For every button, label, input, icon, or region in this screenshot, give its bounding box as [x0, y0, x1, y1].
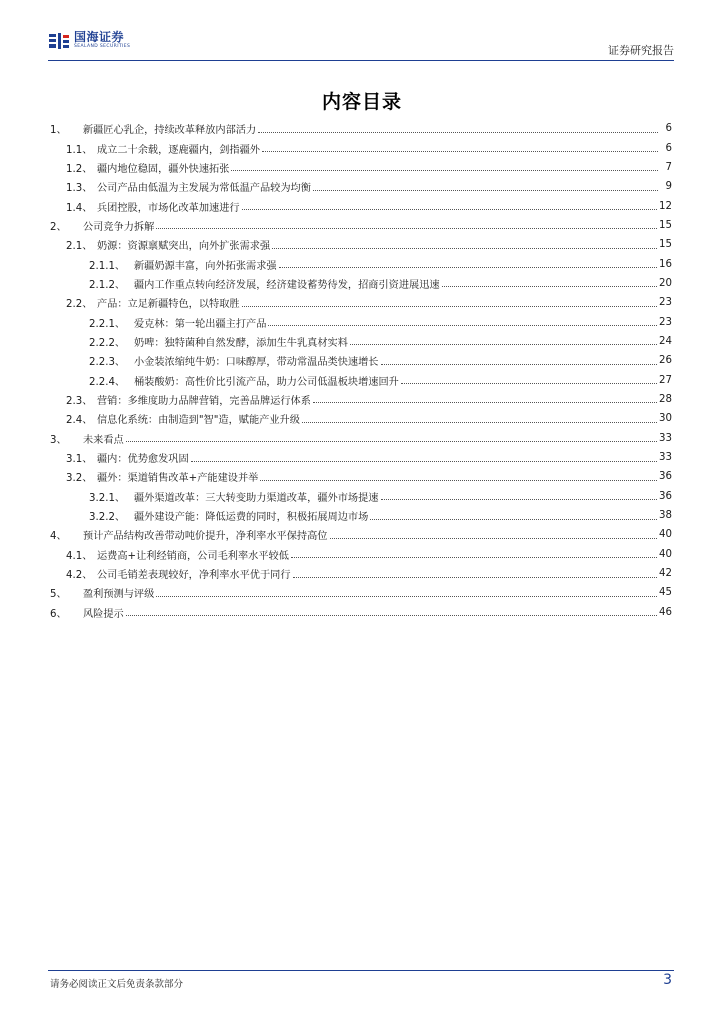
- toc-leader-dots: [156, 219, 657, 229]
- toc-entry[interactable]: [50, 487, 672, 506]
- sealand-logo: [48, 31, 130, 50]
- toc-entry-number: 3、: [50, 434, 67, 446]
- toc-entry[interactable]: [50, 429, 672, 448]
- toc-entry-page: 36: [659, 471, 672, 483]
- toc-leader-dots: [442, 277, 657, 287]
- toc-entry-title: 桶装酸奶：高性价比引流产品，助力公司低温板块增速回升: [134, 376, 399, 388]
- toc-entry[interactable]: [50, 312, 672, 331]
- toc-entry-number: 6、: [50, 608, 67, 620]
- toc-entry-title: 未来看点: [83, 434, 124, 446]
- toc-entry[interactable]: [50, 351, 672, 370]
- table-of-contents: [50, 119, 672, 622]
- toc-entry-number: 2.2.3、: [89, 357, 126, 369]
- toc-entry[interactable]: [50, 216, 672, 235]
- toc-entry-title: 信息化系统：由制造到"智"造，赋能产业升级: [97, 415, 300, 427]
- toc-entry-page: 28: [659, 393, 672, 405]
- toc-leader-dots: [126, 606, 657, 616]
- toc-entry[interactable]: [50, 177, 672, 196]
- toc-entry-page: 23: [659, 316, 672, 328]
- toc-entry-page: 12: [659, 200, 672, 212]
- toc-entry-page: 15: [659, 219, 672, 231]
- toc-entry-page: 33: [659, 432, 672, 444]
- toc-entry[interactable]: [50, 409, 672, 428]
- toc-entry-page: 42: [659, 568, 672, 580]
- page-header: [48, 28, 676, 62]
- toc-leader-dots: [258, 123, 658, 133]
- toc-entry[interactable]: [50, 525, 672, 544]
- toc-leader-dots: [260, 471, 657, 481]
- toc-leader-dots: [302, 413, 657, 423]
- toc-leader-dots: [272, 239, 657, 249]
- toc-entry-number: 2.1、: [66, 241, 93, 253]
- sealand-logo-icon: [48, 32, 70, 50]
- toc-entry-page: 46: [659, 606, 672, 618]
- toc-entry[interactable]: [50, 448, 672, 467]
- toc-entry-page: 36: [659, 490, 672, 502]
- toc-entry[interactable]: [50, 293, 672, 312]
- toc-entry-title: 疆外渠道改革：三大转变助力渠道改革，疆外市场提速: [134, 492, 379, 504]
- toc-leader-dots: [401, 374, 657, 384]
- toc-leader-dots: [191, 452, 657, 462]
- toc-entry[interactable]: [50, 390, 672, 409]
- toc-entry-page: 20: [659, 277, 672, 289]
- toc-entry-number: 2.1.2、: [89, 279, 126, 291]
- toc-leader-dots: [313, 393, 657, 403]
- toc-entry-title: 奶啤：独特菌种自然发酵，添加生牛乳真材实料: [134, 337, 348, 349]
- logo-english-name: SEALAND SECURITIES: [74, 44, 131, 49]
- toc-entry-page: 9: [665, 181, 672, 193]
- toc-entry-number: 3.2.2、: [89, 512, 126, 524]
- toc-leader-dots: [279, 258, 657, 268]
- toc-entry-title: 营销：多维度助力品牌营销，完善品牌运行体系: [97, 395, 311, 407]
- toc-entry[interactable]: [50, 583, 672, 602]
- toc-entry[interactable]: [50, 370, 672, 389]
- toc-entry-title: 盈利预测与评级: [83, 589, 155, 601]
- toc-entry-page: 23: [659, 297, 672, 309]
- toc-entry-title: 运费高+让利经销商，公司毛利率水平较低: [97, 550, 289, 562]
- toc-entry-number: 2.2.2、: [89, 337, 126, 349]
- toc-entry-title: 疆内地位稳固，疆外快速拓张: [97, 163, 230, 175]
- toc-entry-number: 3.2.1、: [89, 492, 126, 504]
- toc-title: 内容目录: [321, 91, 402, 113]
- toc-entry-page: 27: [659, 374, 672, 386]
- toc-entry-page: 30: [659, 413, 672, 425]
- toc-leader-dots: [370, 510, 657, 520]
- toc-entry-page: 40: [659, 548, 672, 560]
- toc-entry-number: 4.2、: [66, 570, 93, 582]
- toc-entry[interactable]: [50, 332, 672, 351]
- toc-entry-title: 奶源：资源禀赋突出，向外扩张需求强: [97, 241, 271, 253]
- toc-leader-dots: [381, 355, 658, 365]
- toc-entry-number: 2、: [50, 221, 67, 233]
- toc-entry[interactable]: [50, 254, 672, 273]
- toc-entry-page: 40: [659, 529, 672, 541]
- toc-leader-dots: [293, 568, 657, 578]
- toc-entry-number: 2.2.4、: [89, 376, 126, 388]
- toc-leader-dots: [156, 587, 657, 597]
- logo-chinese-name: 国海证券: [74, 30, 125, 44]
- toc-entry-number: 4、: [50, 531, 67, 543]
- toc-entry-title: 产品：立足新疆特色，以特取胜: [97, 299, 240, 311]
- toc-entry-page: 24: [659, 335, 672, 347]
- toc-entry-number: 2.3、: [66, 395, 93, 407]
- toc-entry-title: 爱克林：第一轮出疆主打产品: [134, 318, 267, 330]
- toc-entry-title: 风险提示: [83, 608, 124, 620]
- toc-entry-number: 2.2.1、: [89, 318, 126, 330]
- toc-entry-title: 疆内工作重点转向经济发展，经济建设蓄势待发，招商引资进展迅速: [134, 279, 440, 291]
- toc-entry-page: 7: [665, 161, 672, 173]
- toc-entry[interactable]: [50, 196, 672, 215]
- toc-entry-number: 3.2、: [66, 473, 93, 485]
- toc-leader-dots: [350, 335, 657, 345]
- toc-leader-dots: [313, 181, 658, 191]
- toc-entry[interactable]: [50, 119, 672, 138]
- toc-leader-dots: [126, 432, 657, 442]
- document-type-label: 证券研究报告: [608, 44, 674, 57]
- toc-entry-title: 疆外：渠道销售改革+产能建设并举: [97, 473, 259, 485]
- toc-entry-title: 公司竞争力拆解: [83, 221, 155, 233]
- toc-leader-dots: [242, 297, 657, 307]
- header-divider: [48, 60, 674, 61]
- toc-entry-number: 3.1、: [66, 454, 93, 466]
- toc-leader-dots: [268, 316, 657, 326]
- toc-entry-title: 成立二十余载，逐鹿疆内，剑指疆外: [97, 144, 260, 156]
- toc-entry[interactable]: [50, 564, 672, 583]
- toc-entry-title: 新疆匠心乳企，持续改革释放内部活力: [83, 125, 257, 137]
- toc-entry-title: 疆外建设产能：降低运费的同时，积极拓展周边市场: [134, 512, 369, 524]
- toc-entry-page: 45: [659, 587, 672, 599]
- toc-entry-page: 6: [665, 123, 672, 135]
- toc-leader-dots: [330, 529, 658, 539]
- page-number: 3: [663, 972, 672, 988]
- toc-leader-dots: [381, 490, 658, 500]
- toc-entry-title: 疆内：优势愈发巩固: [97, 454, 189, 466]
- toc-entry-number: 1.3、: [66, 183, 93, 195]
- toc-entry-title: 兵团控股，市场化改革加速进行: [97, 202, 240, 214]
- toc-leader-dots: [262, 142, 658, 152]
- toc-entry-number: 1.1、: [66, 144, 93, 156]
- footer-divider: [48, 970, 674, 971]
- toc-entry[interactable]: [50, 158, 672, 177]
- toc-entry[interactable]: [50, 603, 672, 622]
- toc-entry-number: 5、: [50, 589, 67, 601]
- toc-entry[interactable]: [50, 235, 672, 254]
- toc-entry-title: 新疆奶源丰富，向外拓张需求强: [134, 260, 277, 272]
- toc-entry-page: 6: [665, 142, 672, 154]
- toc-entry-page: 38: [659, 510, 672, 522]
- toc-entry-page: 26: [659, 355, 672, 367]
- toc-entry-number: 2.2、: [66, 299, 93, 311]
- toc-entry-number: 2.1.1、: [89, 260, 126, 272]
- toc-entry-title: 小金装浓缩纯牛奶：口味醇厚，带动常温品类快速增长: [134, 357, 379, 369]
- toc-entry-page: 16: [659, 258, 672, 270]
- toc-entry[interactable]: [50, 545, 672, 564]
- toc-entry[interactable]: [50, 138, 672, 157]
- toc-leader-dots: [291, 548, 657, 558]
- toc-entry[interactable]: [50, 506, 672, 525]
- toc-leader-dots: [231, 161, 658, 171]
- toc-entry-page: 33: [659, 452, 672, 464]
- toc-entry-number: 2.4、: [66, 415, 93, 427]
- toc-entry[interactable]: [50, 274, 672, 293]
- toc-entry-number: 1、: [50, 125, 67, 137]
- toc-entry-number: 1.4、: [66, 202, 93, 214]
- disclaimer-note: 请务必阅读正文后免责条款部分: [50, 979, 184, 990]
- toc-entry-number: 1.2、: [66, 163, 93, 175]
- toc-entry-title: 预计产品结构改善带动吨价提升，净利率水平保持高位: [83, 531, 328, 543]
- toc-entry-title: 公司毛销差表现较好，净利率水平优于同行: [97, 570, 291, 582]
- toc-entry[interactable]: [50, 467, 672, 486]
- toc-entry-title: 公司产品由低温为主发展为常低温产品较为均衡: [97, 183, 311, 195]
- toc-entry-number: 4.1、: [66, 550, 93, 562]
- toc-entry-page: 15: [659, 239, 672, 251]
- toc-leader-dots: [242, 200, 657, 210]
